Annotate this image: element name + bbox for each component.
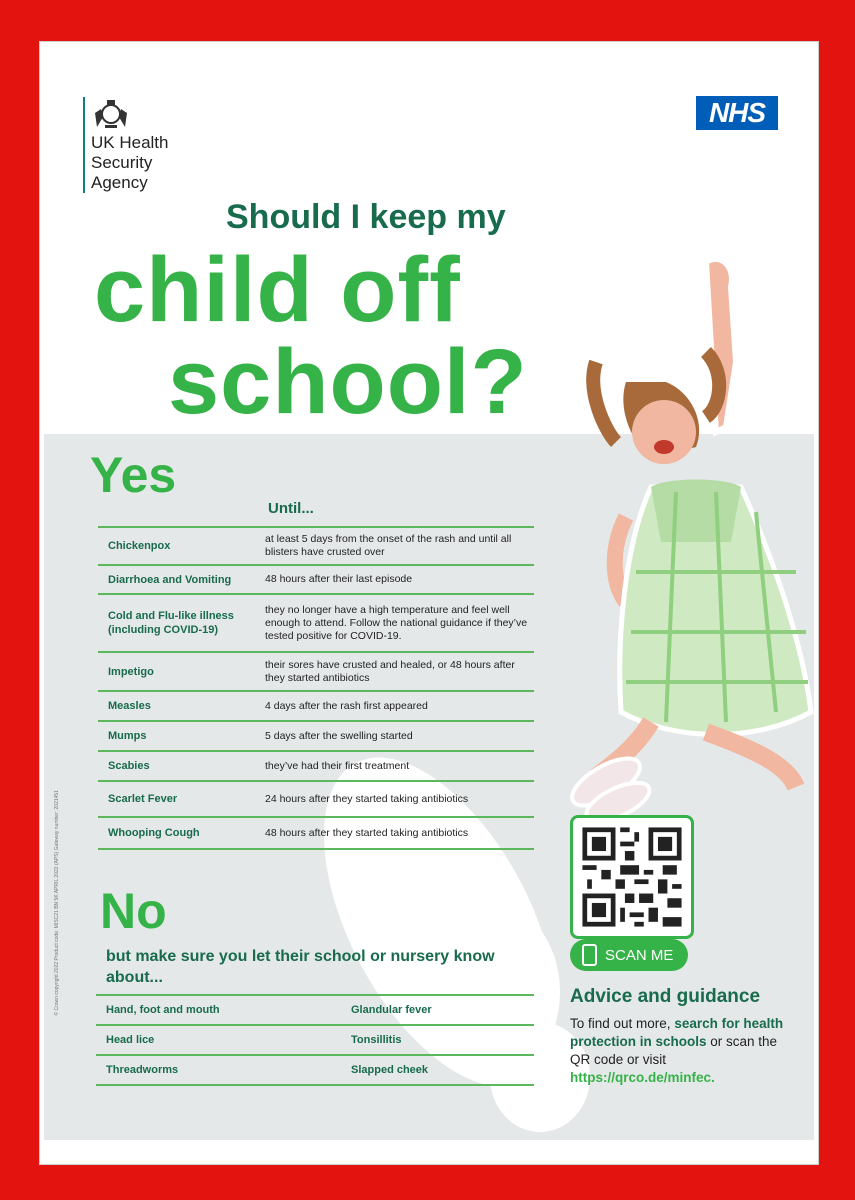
headline-question: Should I keep my	[226, 198, 506, 236]
until-cell: 24 hours after they started taking antibiotics	[265, 792, 469, 805]
condition-cell: Mumps	[108, 730, 147, 742]
until-cell: they no longer have a high temperature and feel well enough to attend. Follow the national guidance if they’ve tested positive for COVID-19.	[265, 603, 528, 642]
table-row	[98, 595, 534, 653]
yes-table	[98, 526, 534, 850]
advice-text-part: To find out more,	[570, 1016, 675, 1031]
condition-cell: Diarrhoea and Vomiting	[108, 573, 232, 586]
agency-name-line: UK Health	[91, 133, 169, 152]
qr-code[interactable]	[570, 815, 694, 939]
copyright-side-text: © Crown copyright 2022 Product code: MISC21 BN 5K APRIL 2022 (APS) Gateway number: 2021451	[54, 790, 60, 1016]
advice-title: Advice and guidance	[570, 986, 761, 1007]
condition-cell: Tonsillitis	[351, 1034, 402, 1046]
condition-cell: Slapped cheek	[351, 1064, 429, 1076]
no-heading: No	[100, 883, 167, 939]
no-table	[96, 994, 534, 1086]
table-row	[96, 1056, 534, 1086]
nhs-logo: NHS	[696, 96, 778, 130]
poster	[40, 42, 818, 1164]
headline-big-line-2: school?	[168, 331, 528, 433]
advice-text	[570, 1015, 800, 1087]
until-label: Until...	[268, 500, 314, 517]
advice-search-term: search for health protection in schools	[570, 1016, 784, 1049]
table-row	[98, 818, 534, 850]
table-row	[98, 528, 534, 566]
table-row	[98, 566, 534, 595]
until-cell: at least 5 days from the onset of the rash and until all blisters have crusted over	[265, 533, 512, 558]
yes-heading: Yes	[90, 447, 177, 503]
until-cell: their sores have crusted and healed, or 48 hours after they started antibiotics	[265, 658, 515, 684]
table-row	[98, 782, 534, 818]
until-cell: 5 days after the swelling started	[265, 729, 413, 742]
agency-name-line: Agency	[91, 173, 148, 192]
condition-cell: Glandular fever	[351, 1004, 432, 1016]
table-row	[96, 996, 534, 1026]
condition-cell: Head lice	[106, 1034, 155, 1046]
condition-cell: Impetigo	[108, 665, 154, 678]
ukhsa-logo	[83, 97, 168, 193]
advice-link[interactable]: https://qrco.de/minfec.	[570, 1070, 715, 1085]
scan-me-badge[interactable]	[570, 939, 688, 971]
table-row	[98, 722, 534, 752]
condition-cell: Cold and Flu-like illness (including COVID-19)	[108, 610, 234, 636]
condition-cell: Threadworms	[106, 1064, 179, 1076]
royal-crest-icon	[91, 97, 131, 131]
condition-cell: Scabies	[108, 760, 150, 772]
until-cell: they’ve had their first treatment	[265, 759, 410, 772]
agency-name-line: Security	[91, 153, 153, 172]
table-row	[96, 1026, 534, 1056]
phone-icon	[582, 944, 597, 966]
until-cell: 4 days after the rash first appeared	[265, 699, 428, 712]
until-cell: 48 hours after their last episode	[265, 573, 413, 585]
condition-cell: Measles	[108, 700, 151, 712]
scan-me-label: SCAN ME	[605, 946, 674, 964]
condition-cell: Scarlet Fever	[108, 793, 178, 805]
jumping-girl-illustration	[556, 242, 818, 822]
advice-text-part: or scan the QR code or visit	[570, 1034, 778, 1067]
qr-code-icon	[573, 818, 691, 936]
table-row	[98, 692, 534, 722]
table-row	[98, 653, 534, 692]
condition-cell: Whooping Cough	[108, 827, 200, 839]
condition-cell: Chickenpox	[108, 540, 171, 552]
no-subheading: but make sure you let their school or nursery know about...	[106, 948, 495, 986]
table-row	[98, 752, 534, 782]
until-cell: 48 hours after they started taking antibiotics	[265, 826, 469, 839]
headline-big-line-1: child off	[94, 239, 461, 341]
condition-cell: Hand, foot and mouth	[106, 1004, 220, 1016]
